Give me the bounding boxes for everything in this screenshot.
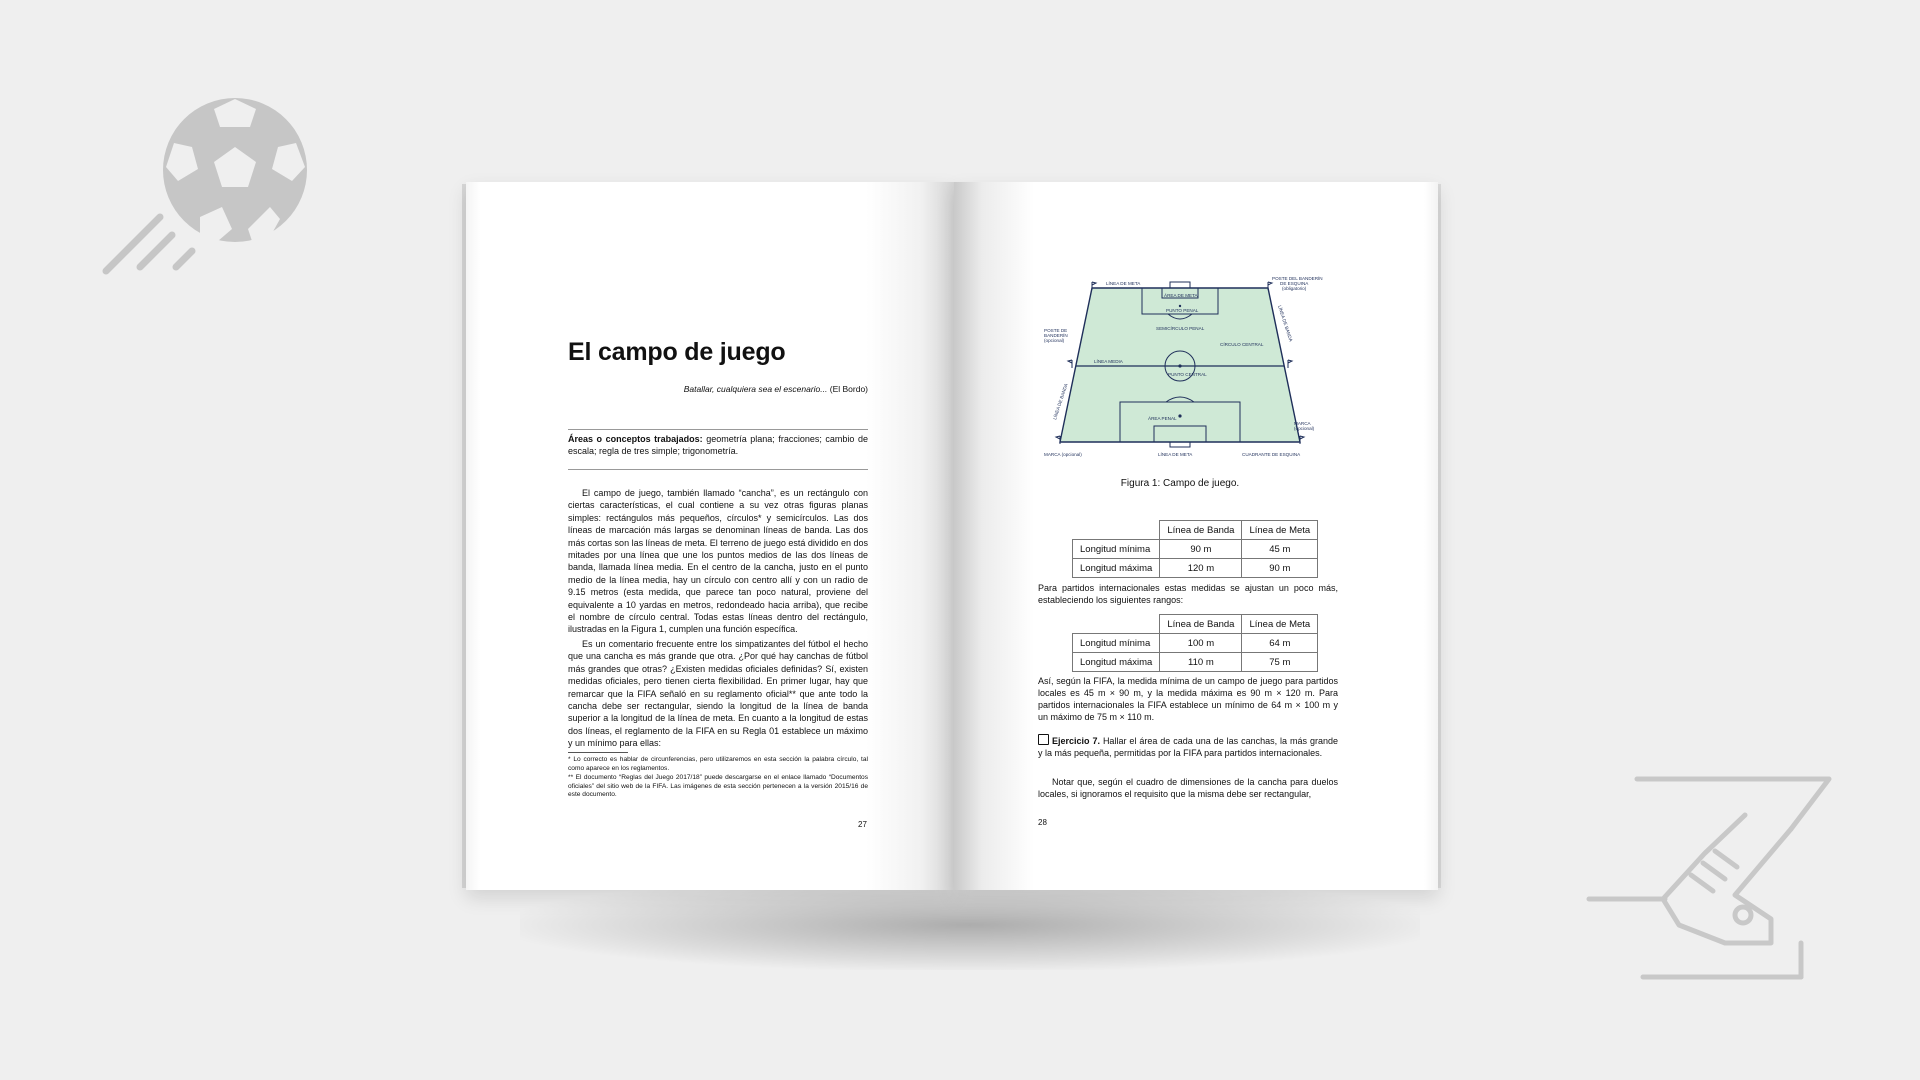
label-poste-esquina-3: (obligatorio) xyxy=(1282,286,1307,291)
epigraph-author: (El Bordo) xyxy=(829,384,868,394)
label-poste-esquina-1: POSTE DEL BANDERÍN xyxy=(1272,276,1323,281)
epigraph xyxy=(568,384,868,394)
left-page xyxy=(466,182,954,890)
row-label: Longitud máxima xyxy=(1073,653,1160,672)
table-cell: 90 m xyxy=(1242,559,1318,578)
table-cell: 120 m xyxy=(1160,559,1242,578)
label-semicirculo-penal: SEMICÍRCULO PENAL xyxy=(1156,326,1205,331)
label-linea-media: LÍNEA MEDIA xyxy=(1094,359,1123,364)
intro-table2-text: Para partidos internacionales estas medidas se ajustan un poco más, estableciendo los siguientes rangos: xyxy=(1038,583,1338,605)
footnote-1: * Lo correcto es hablar de circunferencias, pero utilizaremos en esta sección la palabra círculo, tal como aparece en los reglamentos. xyxy=(568,756,868,772)
pencil-edit-icon xyxy=(1038,734,1049,745)
footnote-divider xyxy=(568,752,628,753)
label-poste-left-1: POSTE DE xyxy=(1044,328,1068,333)
label-linea-banda-right: LÍNEA DE BANDA xyxy=(1277,304,1294,343)
label-poste-esquina-2: DE ESQUINA xyxy=(1280,281,1309,286)
figure-caption: Figura 1: Campo de juego. xyxy=(1120,478,1240,489)
table-row xyxy=(1073,540,1318,559)
paragraph-2: Es un comentario frecuente entre los simpatizantes del fútbol el hecho que una cancha es más grande que otra. ¿Por qué hay canchas de fútbol más grandes que otras? ¿Existen medidas oficiales definidas? Sí, existen medidas oficiales, pero tienen cierta flexibilidad. En primer lugar, hay que remarcar que la FIFA señaló en su reglamento oficial** que ante todo la cancha debe ser rectangular, siendo la longitud de la línea de banda superior a la longitud de la línea de meta. En cuanto a la longitud de estas dos líneas, el reglamento de la FIFA en su Regla 01 establece un máximo y un mínimo para ellas: xyxy=(568,638,868,749)
label-area-meta: ÁREA DE META xyxy=(1164,293,1198,298)
table-row xyxy=(1073,653,1318,672)
table-header: Línea de Meta xyxy=(1242,615,1318,634)
page-number-left: 27 xyxy=(858,820,867,829)
label-marca-right-1: MARCA xyxy=(1294,421,1311,426)
table-corner xyxy=(1073,521,1160,540)
label-circulo-central: CÍRCULO CENTRAL xyxy=(1220,342,1264,347)
label-marca-right-2: (opcional) xyxy=(1294,426,1315,431)
paragraph-1: El campo de juego, también llamado “cancha”, es un rectángulo con ciertas características, el cual contiene a su vez otras figuras planas simples: rectángulos más pequeños, círculos* y semicírculos. Las dos líneas de marcación más largas se denominan líneas de banda. Las dos más cortas son las líneas de meta. El terreno de juego está dividido en dos mitades por una línea que une los puntos medios de las dos líneas de banda, llamada línea media. En el centro de la cancha, justo en el punto medio de la línea media, hay un círculo con centro allí y con un radio de 9.15 metros (esta medida, que parece tan poco natural, proviene del equivalente a 10 yardas en metros, redondeado hacia arriba), que recibe el nombre de círculo central. Todas estas líneas dentro del rectángulo, ilustradas en la Figura 1, cumplen una función específica. xyxy=(568,488,868,635)
label-linea-banda-left: LÍNEA DE BANDA xyxy=(1052,382,1069,421)
label-linea-meta-bottom: LÍNEA DE META xyxy=(1158,452,1193,457)
label-punto-central: PUNTO CENTRAL xyxy=(1168,372,1207,377)
row-label: Longitud mínima xyxy=(1073,540,1160,559)
body-text xyxy=(568,487,868,752)
footnotes xyxy=(568,756,868,801)
table-header: Línea de Banda xyxy=(1160,521,1242,540)
label-poste-left-3: (opcional) xyxy=(1044,338,1065,343)
table-row xyxy=(1073,634,1318,653)
dimensions-table-local xyxy=(1072,520,1318,578)
exercise-title: Ejercicio 7. xyxy=(1052,736,1100,746)
label-marca-left: MARCA (opcional) xyxy=(1044,452,1082,457)
right-page xyxy=(954,182,1438,890)
intro-table2 xyxy=(1038,582,1338,606)
table-cell: 100 m xyxy=(1160,634,1242,653)
areas-label: Áreas o conceptos trabajados: xyxy=(568,434,703,444)
football-field-figure xyxy=(1044,270,1323,476)
table-cell: 110 m xyxy=(1160,653,1242,672)
areas-text: geometría plana; fracciones; cambio de escala; regla de tres simple; trigonometría. xyxy=(568,434,868,456)
table-header: Línea de Banda xyxy=(1160,615,1242,634)
areas-block xyxy=(568,434,868,457)
table-cell: 45 m xyxy=(1242,540,1318,559)
footnote-2: ** El documento “Reglas del Juego 2017/18” puede descargarse en el enlace llamado “Documentos oficiales” del sitio web de la FIFA. Las imágenes de esta sección pertenecen a la versión 2015/16 de este documento. xyxy=(568,774,868,799)
summary-text: Así, según la FIFA, la medida mínima de un campo de juego para partidos locales es 45 m × 90 m, y la medida máxima es 90 m × 120 m. Para partidos internacionales la FIFA establece un mínimo de 64 m × 100 m y un máximo de 75 m × 110 m. xyxy=(1038,676,1338,722)
exercise-block xyxy=(1038,733,1338,759)
closing-paragraph xyxy=(1038,776,1338,800)
label-punto-penal: PUNTO PENAL xyxy=(1166,308,1199,313)
table-corner xyxy=(1073,615,1160,634)
summary-paragraph xyxy=(1038,675,1338,723)
label-linea-meta-top: LÍNEA DE META xyxy=(1106,281,1141,286)
table-cell: 64 m xyxy=(1242,634,1318,653)
label-area-penal: ÁREA PENAL xyxy=(1148,416,1177,421)
kicking-foot-icon xyxy=(1585,775,1835,985)
exercise-text: Hallar el área de cada una de las canchas, la más grande y la más pequeña, permitidas por la FIFA para partidos internacionales. xyxy=(1038,736,1338,758)
table-cell: 75 m xyxy=(1242,653,1318,672)
chapter-title: El campo de juego xyxy=(568,338,786,366)
divider-top xyxy=(568,429,868,430)
page-number-right: 28 xyxy=(1038,818,1047,827)
table-header: Línea de Meta xyxy=(1242,521,1318,540)
closing-text: Notar que, según el cuadro de dimensiones de la cancha para duelos locales, si ignoramos el requisito que la misma debe ser rectangular, xyxy=(1038,777,1338,799)
row-label: Longitud máxima xyxy=(1073,559,1160,578)
table-row xyxy=(1073,559,1318,578)
row-label: Longitud mínima xyxy=(1073,634,1160,653)
book-shadow xyxy=(520,880,1420,970)
soccer-ball-icon xyxy=(100,95,320,285)
label-cuadrante-esquina: CUADRANTE DE ESQUINA xyxy=(1242,452,1301,457)
label-poste-left-2: BANDERÍN xyxy=(1044,333,1068,338)
divider-bottom xyxy=(568,469,868,470)
table-cell: 90 m xyxy=(1160,540,1242,559)
dimensions-table-international xyxy=(1072,614,1318,672)
epigraph-quote: Batallar, cualquiera sea el escenario... xyxy=(683,384,828,394)
